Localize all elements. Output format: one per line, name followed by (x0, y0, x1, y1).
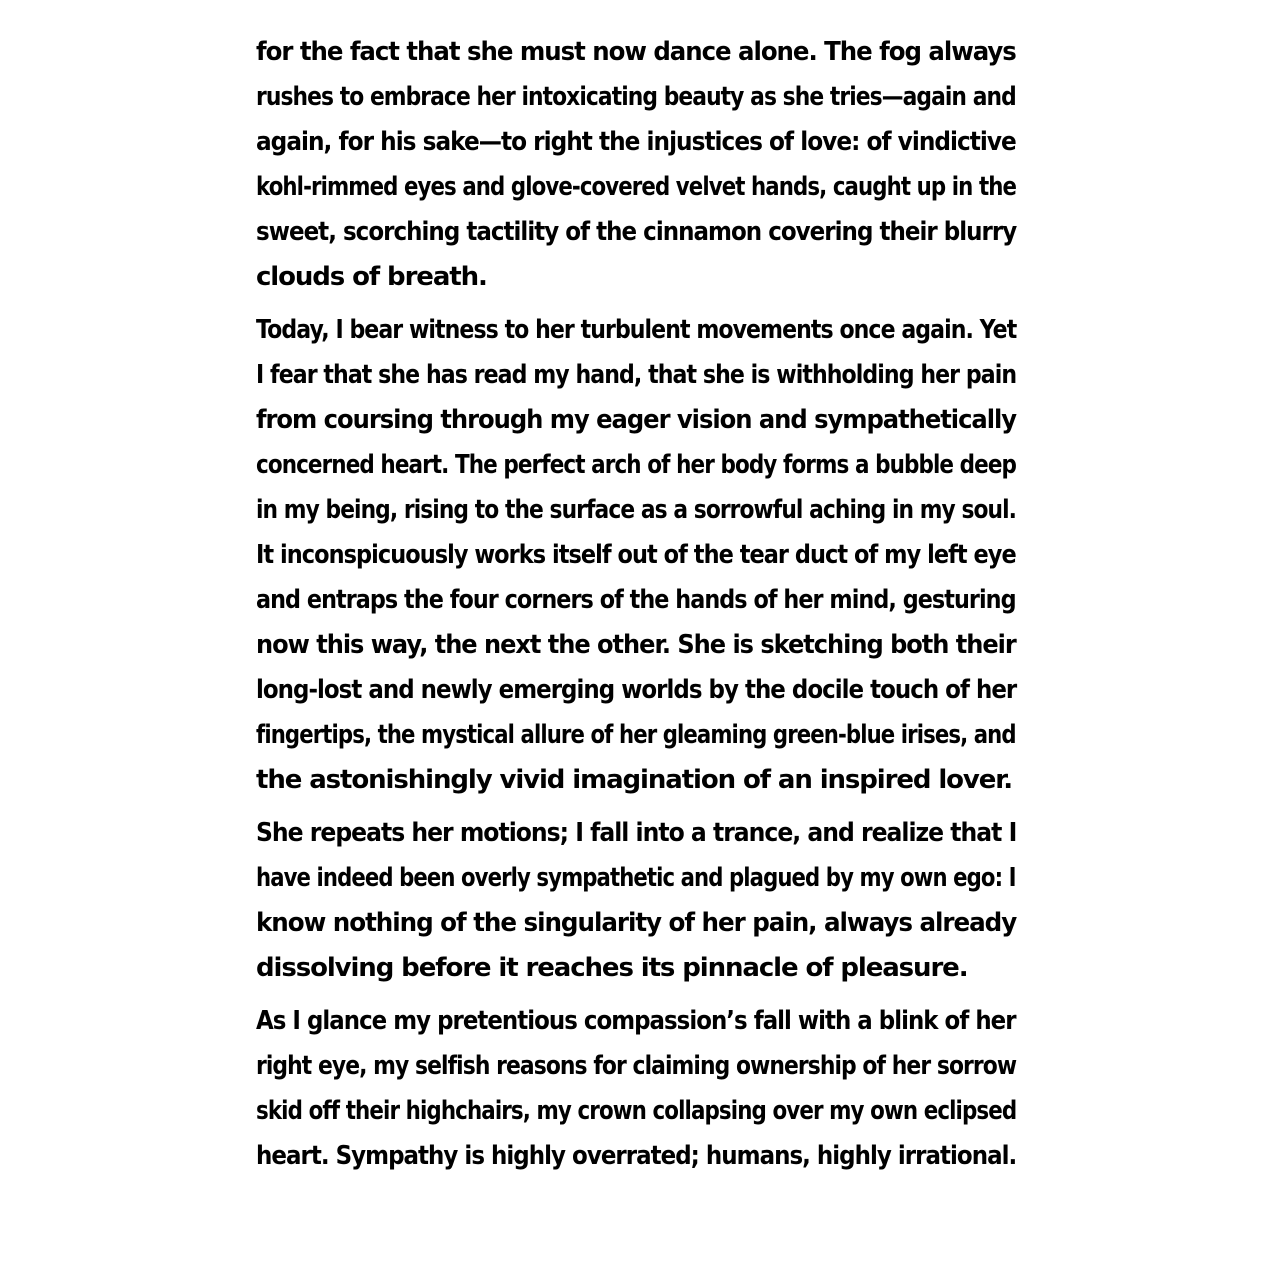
text-line: for the fact that she must now dance alone. The fog always (256, 37, 1016, 67)
text-line: dissolving before it reaches its pinnacle of pleasure. (256, 953, 968, 983)
paragraph-1 (256, 30, 1016, 300)
text-line: right eye, my selfish reasons for claiming ownership of her sorrow (256, 1051, 1017, 1081)
text-line: Today, I bear witness to her turbulent movements once again. Yet (256, 315, 1017, 345)
text-line: concerned heart. The perfect arch of her body forms a bubble deep (256, 450, 1017, 480)
text-line: now this way, the next the other. She is sketching both their (256, 630, 1016, 660)
text-line: It inconspicuously works itself out of the tear duct of my left eye (256, 540, 1016, 570)
text-line: heart. Sympathy is highly overrated; humans, highly irrational. (256, 1141, 1017, 1171)
text-line: I fear that she has read my hand, that she is withholding her pain (256, 360, 1017, 390)
paragraph-2 (256, 308, 1016, 803)
text-line: know nothing of the singularity of her pain, always already (256, 908, 1017, 938)
paragraph-3 (256, 811, 1016, 991)
text-line: sweet, scorching tactility of the cinnamon covering their blurry (256, 217, 1017, 247)
paragraph-4 (256, 999, 1016, 1179)
text-line: have indeed been overly sympathetic and plagued by my own ego: I (256, 863, 1016, 893)
text-line: As I glance my pretentious compassion’s fall with a blink of her (256, 1006, 1016, 1036)
text-line: skid off their highchairs, my crown collapsing over my own eclipsed (256, 1096, 1017, 1126)
text-page (256, 30, 1016, 1187)
text-line: long-lost and newly emerging worlds by the docile touch of her (256, 675, 1017, 705)
text-line: the astonishingly vivid imagination of an inspired lover. (256, 765, 1013, 795)
text-line: rushes to embrace her intoxicating beauty as she tries—again and (256, 82, 1016, 112)
text-line: from coursing through my eager vision and sympathetically (256, 405, 1017, 435)
text-line: fingertips, the mystical allure of her gleaming green-blue irises, and (256, 720, 1016, 750)
text-line: She repeats her motions; I fall into a trance, and realize that I (256, 818, 1017, 848)
text-line: again, for his sake—to right the injustices of love: of vindictive (256, 127, 1016, 157)
text-line: and entraps the four corners of the hands of her mind, gesturing (256, 585, 1016, 615)
text-line: kohl-rimmed eyes and glove-covered velvet hands, caught up in the (256, 172, 1017, 202)
text-line: in my being, rising to the surface as a sorrowful aching in my soul. (256, 495, 1017, 525)
text-line: clouds of breath. (256, 262, 487, 292)
